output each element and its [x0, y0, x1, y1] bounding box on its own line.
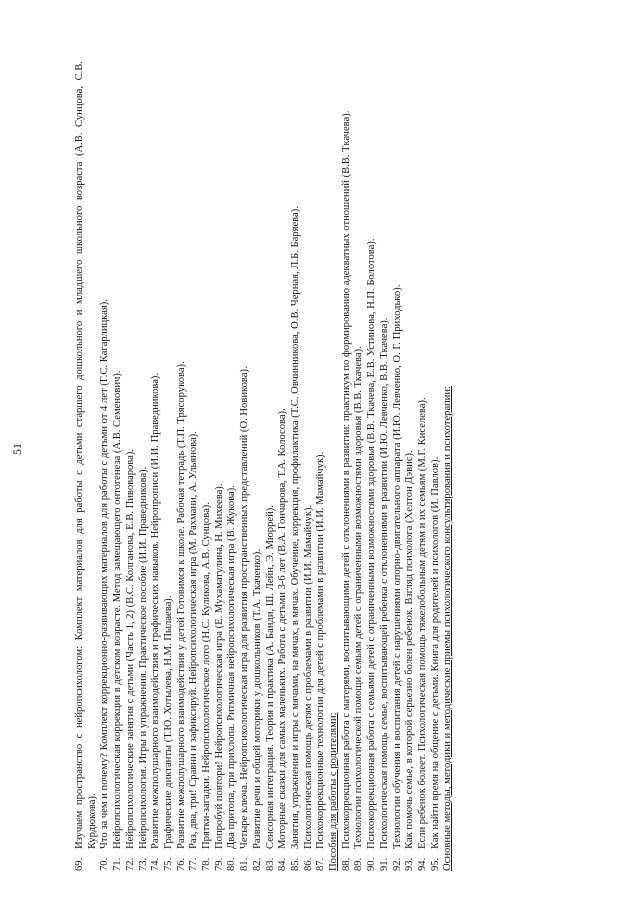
list-item: [341, 61, 354, 871]
list-item-text: Два притопа, три прихлопа. Ритмичная нейропсихологическая игра (В. Жукова).: [226, 485, 238, 849]
list-item-text: Как помочь семье, в которой серьезно болен ребенок. Взгляд психолога (Хелтон Дэвис).: [404, 450, 416, 849]
list-item-text: Психологическая помощь семье, воспитывающей ребенка с отклонениями в развитии (И.Ю. Левченко, В.В. Ткачева).: [378, 317, 390, 849]
list-item: [290, 61, 303, 871]
list-item-number: 88.: [340, 857, 352, 871]
list-item-number: 85.: [289, 857, 301, 871]
list-item-number: 95.: [429, 857, 441, 871]
list-item-text: Попробуй повтори! Нейропсихологическая игра (Е. Мухаматулина, Н. Михеева).: [213, 483, 225, 849]
list-item-number: 72.: [124, 857, 136, 871]
list-item: [176, 61, 189, 871]
list-item: [214, 61, 227, 871]
list-item-text: Психокоррекционная работа с семьями детей с ограниченными возможностями здоровья (В.В. Ткачева, Е.В. Устинова, Н.П. Болотова).: [366, 238, 378, 849]
list-item-text: Психологическая помощь детям с проблемами в развитии (И.И. Мамайчук).: [302, 504, 314, 849]
list-item-text: Занятия, упражнения и игры с мячами, на мячах, в мячах. Обучение, коррекция, профилактика (Т.С. Овчинникова, О.В. Черная, Л.Б. Баряева).: [289, 206, 301, 849]
list-item-text: Нейропсихология. Игры и упражнения. Практическое пособие (И.И. Праведникова).: [137, 466, 149, 849]
list-item-number: 83.: [264, 857, 276, 871]
list-item-number: 81.: [239, 857, 251, 871]
list-item-number: 91.: [378, 857, 390, 871]
list-item: [239, 61, 252, 871]
list-item: [201, 61, 214, 871]
list-item-number: 77.: [188, 857, 200, 871]
list-item: [188, 61, 201, 871]
list-item: [125, 61, 138, 871]
list-item: [366, 61, 379, 871]
list-item-number: 76.: [175, 857, 187, 871]
list-item-number: 84.: [277, 857, 289, 871]
list-item-number: 73.: [137, 857, 149, 871]
list-item: [112, 61, 125, 871]
list-item: [163, 61, 176, 871]
page-number: 51: [10, 443, 24, 455]
list-item-text: Технологии обучения и воспитания детей с нарушениями опорно-двигательного аппарата (И.Ю. Левченко, О. Г. Приходько).: [391, 284, 403, 849]
list-item: [277, 61, 290, 871]
list-item-text: Нейропсихологические занятия с детьми (Часть 1, 2) (В.С. Колганова, Е.В. Пивоварова).: [124, 448, 136, 849]
section-heading-text: Основные методы, методики и методические приемы психологического консультирования и психотерапии:: [442, 386, 454, 871]
list-item: [430, 61, 443, 871]
list-item-text: Что за чем и почему? Комплект коррекционно-развивающих материалов для работы с детьми от 4 лет (Г.С. Кагарлицкая).: [99, 299, 111, 849]
list-item-text: Четыре ключа. Нейропсихологическая игра для развития пространственных представлений (О. Новикова).: [239, 366, 251, 849]
list-item: [252, 61, 265, 871]
list-item-text: Развитие речи и общей моторики у дошкольников (Т.А. Ткаченко).: [251, 548, 263, 849]
list-item: [315, 61, 328, 871]
list-item-text: Развитие межполушарного взаимодействия и графических навыков. Нейропрописи (И.И. Праведникова).: [150, 372, 162, 849]
list-item: [392, 61, 405, 871]
list-item-number: 69.: [74, 857, 85, 871]
list-item-number: 80.: [226, 857, 238, 871]
list-item-number: 78.: [201, 857, 213, 871]
list-item: [353, 61, 366, 871]
list-item-number: 75.: [162, 857, 174, 871]
list-item: [265, 61, 278, 871]
list-item: [99, 61, 112, 871]
list-item-number: 93.: [404, 857, 416, 871]
list-item-text: Как найти время на общение с детьми. Книга для родителей и психологов (И. Павлов).: [429, 456, 441, 849]
bibliography-list: [74, 61, 455, 871]
list-item-text: Моторные сказки для самых маленьких. Работа с детьми 3-6 лет (В.А. Гончарова, Т.А. Колосова).: [277, 408, 289, 849]
list-item-number: 90.: [366, 857, 378, 871]
list-item-text: Развитие межполушарного взаимодействия у детей Готовимся к школе. Рабочая тетрадь (Т.П. Трясорукова).: [175, 361, 187, 849]
list-item-number: 94.: [416, 857, 428, 871]
list-item-number: 89.: [353, 857, 365, 871]
list-item-text: Психокоррекционные технологии для детей с проблемами в развитии (И.И. Мамайчук).: [315, 451, 327, 849]
list-item: [379, 61, 392, 871]
list-group-a: [74, 61, 328, 871]
list-item: [417, 61, 430, 871]
list-item: [303, 61, 316, 871]
list-item: [226, 61, 239, 871]
list-item-number: 86.: [302, 857, 314, 871]
list-item-number: 71.: [112, 857, 124, 871]
list-item-text: Прятки-загадки. Нейропсихологическое лото (Н.С. Куликова, А.В. Сунцова).: [201, 502, 213, 849]
list-item-number: 74.: [150, 857, 162, 871]
list-item-number: 92.: [391, 857, 403, 871]
list-item-number: 79.: [213, 857, 225, 871]
list-item: [74, 61, 99, 871]
list-item: [138, 61, 151, 871]
list-item-text: Сенсорная интеграция. Теория и практика (А. Банди, Ш. Лейн, Э. Мюррей).: [264, 505, 276, 849]
list-item-text: Изучаем пространство с нейропсихологом: Комплект материалов для работы с детьми старшего дошкольного и младшего школьного возраста (А.В. Сунцова, С.В. Курдюкова).: [74, 61, 98, 849]
list-group-b: [341, 61, 443, 871]
list-item-text: Технологии психологической помощи семьям детей с ограниченными возможностями здоровья (В.В. Ткачева).: [353, 346, 365, 849]
list-item-number: 87.: [315, 857, 327, 871]
list-item-text: Графические диктанты (Т.Ю. Хотылева, Н.М. Пылаева).: [162, 595, 174, 849]
section-heading-parents: [328, 61, 341, 871]
list-item-number: 82.: [251, 857, 263, 871]
list-item-text: Психокоррекционная работа с матерями, воспитывающими детей с отклонениями в развитии: практикум по формированию адекватных отношений (В.В. Ткачева).: [340, 110, 352, 849]
list-item-number: 70.: [99, 857, 111, 871]
list-item-text: Раз, два, три! Сравни и зафиксируй. Нейропсихологическая игра (М. Рахмани, А. Ульянова).: [188, 431, 200, 849]
list-item-text: Нейропсихологическая коррекция в детском возрасте. Метод замещающего онтогенеза (А.В. Семенович).: [112, 370, 124, 849]
section-heading-text: Пособия для работы с родителями:: [328, 712, 340, 871]
list-item: [150, 61, 163, 871]
list-item: [404, 61, 417, 871]
section-heading-methods: [442, 61, 455, 871]
list-item-text: Если ребенок болеет. Психологическая помощь тяжелобольным детям и их семьям (М.Г. Киселева).: [416, 397, 428, 849]
